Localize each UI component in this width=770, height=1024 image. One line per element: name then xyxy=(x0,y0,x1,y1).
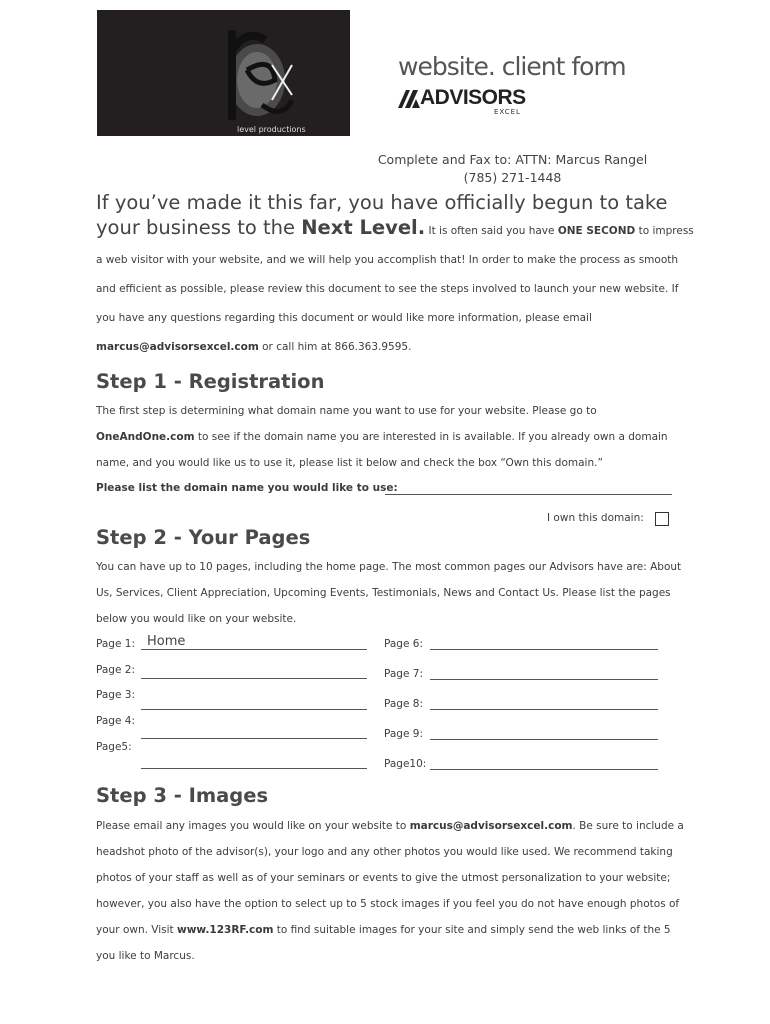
level-productions-logo xyxy=(97,10,350,136)
page-4-label: Page 4: xyxy=(96,715,135,727)
brand-sub: EXCEL xyxy=(494,108,521,116)
page-3-label: Page 3: xyxy=(96,689,135,701)
page-1-value[interactable]: Home xyxy=(147,634,186,649)
step1-text-2: to see if the domain name you are interested in is available. If you already own a domain name, and you would like us to use it, please list it below and check the box “Own this domain.” xyxy=(96,431,668,469)
step1-paragraph xyxy=(96,398,686,476)
page-2-label: Page 2: xyxy=(96,664,135,676)
page-8-input[interactable] xyxy=(430,709,658,710)
contact-line-1: Complete and Fax to: ATTN: Marcus Rangel xyxy=(377,152,648,167)
page-2-input[interactable] xyxy=(141,678,367,679)
intro-text-2: to impress a web visitor with your website, and we will help you accomplish that! In order to make the process as smooth and efficient as possible, please review this document to see the steps involved to launch your new website. If you have any questions regarding this document or would like more information, please email xyxy=(96,225,694,324)
intro-section xyxy=(96,190,696,360)
step3-text-1: Please email any images you would like on your website to xyxy=(96,820,410,832)
page-3-input[interactable] xyxy=(141,709,367,710)
brand-name: ADVISORS xyxy=(420,86,526,109)
page-1-input[interactable] xyxy=(141,649,367,650)
own-domain-checkbox[interactable] xyxy=(655,512,669,526)
page-5-input[interactable] xyxy=(141,768,367,769)
form-title: website. client form xyxy=(398,52,626,81)
headline-text: If you’ve made it this far, you have officially begun to take your business to the xyxy=(96,191,668,239)
oneandone-link[interactable]: OneAndOne.com xyxy=(96,431,195,443)
page-7-input[interactable] xyxy=(430,679,658,680)
own-domain-label: I own this domain: xyxy=(547,512,644,524)
page-10-input[interactable] xyxy=(430,769,658,770)
step3-text-2: . Be sure to include a headshot photo of the advisor(s), your logo and any other photos you would like used. We recommend taking photos of your staff as well as of your seminars or events to give the utmost personalization to your website; however, you also have the option to select up to 5 stock images if you feel you do not have enough photos of your own. Visit xyxy=(96,820,684,936)
step3-title: Step 3 - Images xyxy=(96,784,269,807)
page-9-label: Page 9: xyxy=(384,728,423,740)
page-1-label: Page 1: xyxy=(96,638,135,650)
step3-text-3: to find suitable images for your site and simply send the web links of the 5 you like to Marcus. xyxy=(96,924,671,962)
page-4-input[interactable] xyxy=(141,738,367,739)
contact-line-2: (785) 271-1448 xyxy=(463,170,562,185)
page-6-input[interactable] xyxy=(430,649,658,650)
step3-email-link[interactable]: marcus@advisorsexcel.com xyxy=(409,820,573,832)
page-6-label: Page 6: xyxy=(384,638,423,650)
brand-mark-icon xyxy=(398,90,420,108)
advisors-excel-logo xyxy=(398,88,538,122)
step2-title: Step 2 - Your Pages xyxy=(96,526,311,549)
page-10-label: Page10: xyxy=(384,758,427,770)
domain-label: Please list the domain name you would like to use: xyxy=(96,482,398,494)
123rf-link[interactable]: www.123RF.com xyxy=(177,924,274,936)
intro-email-link[interactable]: marcus@advisorsexcel.com xyxy=(96,341,259,353)
contact-info xyxy=(360,151,665,187)
step1-title: Step 1 - Registration xyxy=(96,370,325,393)
intro-text-3: or call him at 866.363.9595. xyxy=(258,341,412,353)
intro-bold: ONE SECOND xyxy=(557,225,636,237)
logo-caption: level productions xyxy=(237,125,306,134)
step2-paragraph: You can have up to 10 pages, including the home page. The most common pages our Advisors have are: About Us, Services, Client Appreciation, Upcoming Events, Testimonials, News and Contact Us. Please list the pages below you would like on your website. xyxy=(96,561,682,625)
step1-text-1: The first step is determining what domain name you want to use for your website. Please go to xyxy=(96,405,597,417)
headline-bold: Next Level. xyxy=(301,216,426,239)
intro-text-1: It is often said you have xyxy=(425,225,558,237)
page-7-label: Page 7: xyxy=(384,668,423,680)
domain-input[interactable] xyxy=(385,494,672,495)
page-5-label: Page5: xyxy=(96,741,132,753)
page-8-label: Page 8: xyxy=(384,698,423,710)
page-9-input[interactable] xyxy=(430,739,658,740)
logo-mark-icon xyxy=(97,10,350,136)
step3-paragraph xyxy=(96,813,686,969)
